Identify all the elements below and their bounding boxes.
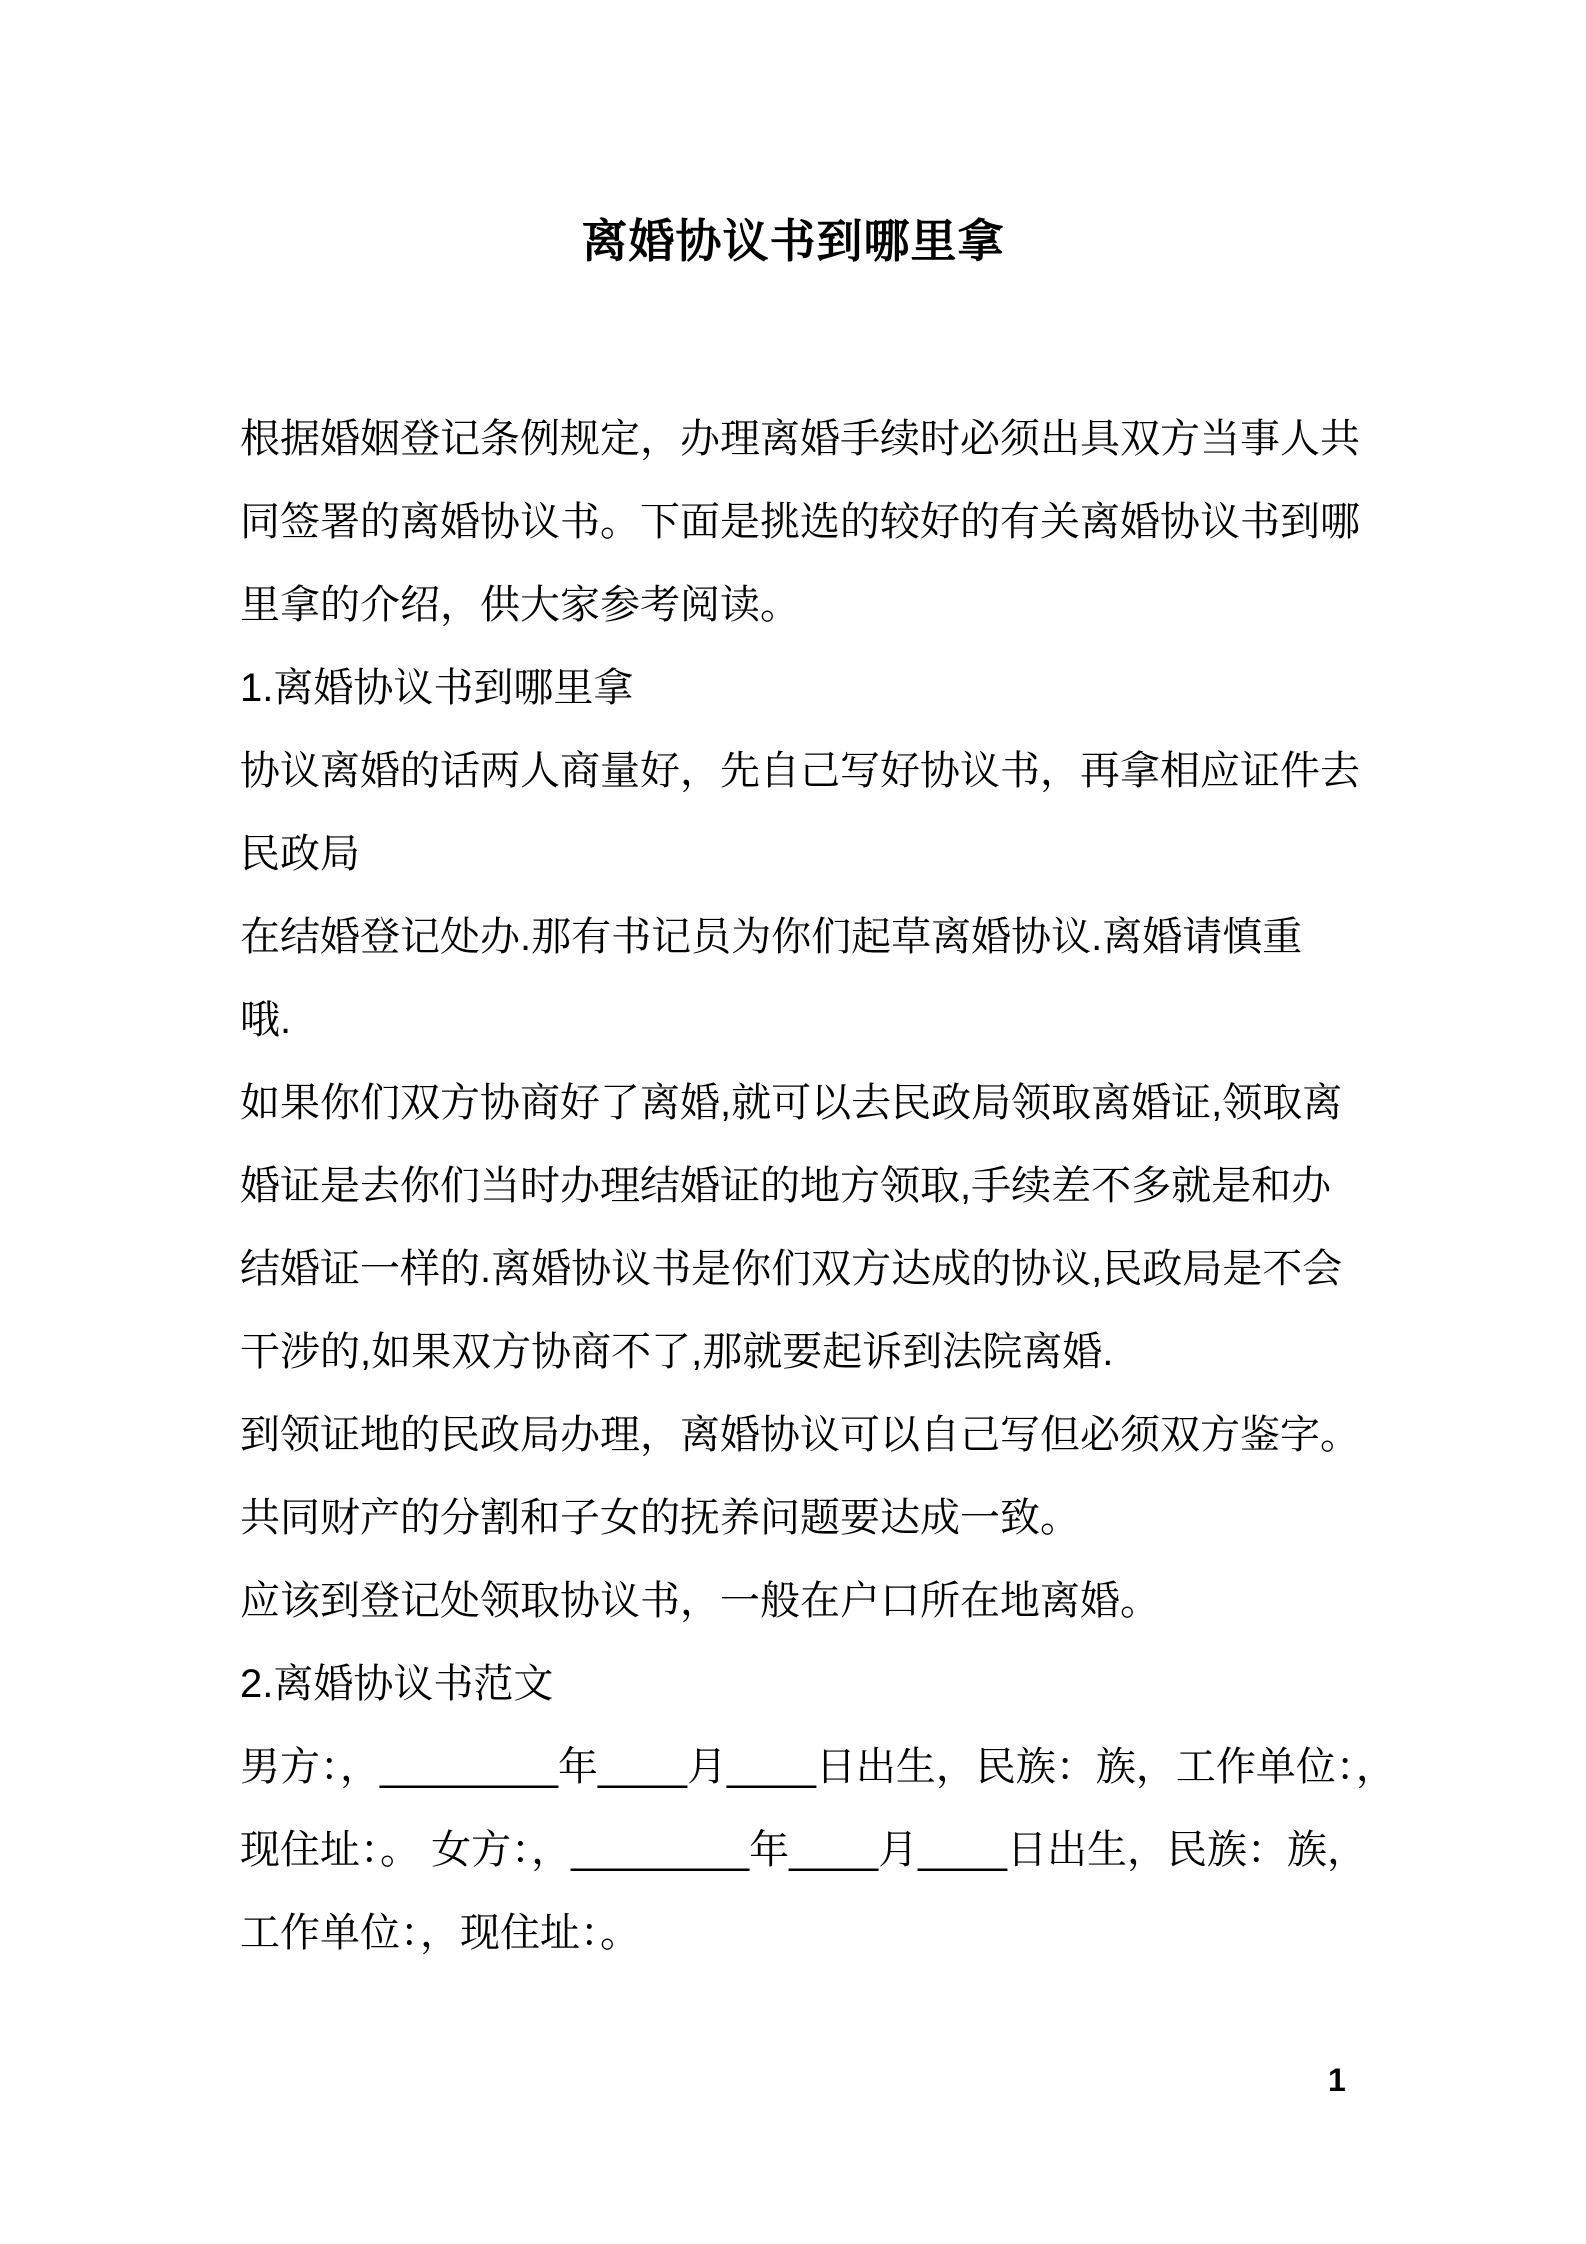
document-line: 男方：，________年____月____日出生，民族：族，工作单位：， bbox=[240, 1745, 1396, 1789]
document-line: 工作单位：，现住址：。 bbox=[240, 1911, 640, 1955]
document-line: 到领证地的民政局办理，离婚协议可以自己写但必须双方鉴字。 bbox=[240, 1413, 1360, 1457]
document-line: 应该到登记处领取协议书，一般在户口所在地离婚。 bbox=[240, 1579, 1160, 1623]
document-line: 协议离婚的话两人商量好，先自己写好协议书，再拿相应证件去 bbox=[240, 749, 1360, 793]
document-line: 2.离婚协议书范文 bbox=[240, 1662, 554, 1706]
document-line: 结婚证一样的.离婚协议书是你们双方达成的协议,民政局是不会 bbox=[240, 1247, 1343, 1291]
document-line: 哦. bbox=[240, 998, 292, 1042]
document-line: 共同财产的分割和子女的抚养问题要达成一致。 bbox=[240, 1496, 1080, 1540]
body-text bbox=[240, 398, 1396, 1975]
document-line: 民政局 bbox=[240, 832, 360, 876]
document-line: 在结婚登记处办.那有书记员为你们起草离婚协议.离婚请慎重 bbox=[240, 915, 1303, 959]
page-title: 离婚协议书到哪里拿 bbox=[581, 215, 1005, 267]
page-number: 1 bbox=[1328, 2062, 1346, 2098]
document-line: 同签署的离婚协议书。下面是挑选的较好的有关离婚协议书到哪 bbox=[240, 500, 1360, 544]
document-line: 1.离婚协议书到哪里拿 bbox=[240, 666, 634, 710]
document-line: 现住址：。 女方：，________年____月____日出生，民族：族， bbox=[240, 1828, 1368, 1872]
document-line: 如果你们双方协商好了离婚,就可以去民政局领取离婚证,领取离 bbox=[240, 1081, 1343, 1125]
document-line: 干涉的,如果双方协商不了,那就要起诉到法院离婚. bbox=[240, 1330, 1114, 1374]
document-line: 根据婚姻登记条例规定，办理离婚手续时必须出具双方当事人共 bbox=[240, 417, 1360, 461]
document-line: 里拿的介绍，供大家参考阅读。 bbox=[240, 583, 800, 627]
document-line: 婚证是去你们当时办理结婚证的地方领取,手续差不多就是和办 bbox=[240, 1164, 1332, 1208]
